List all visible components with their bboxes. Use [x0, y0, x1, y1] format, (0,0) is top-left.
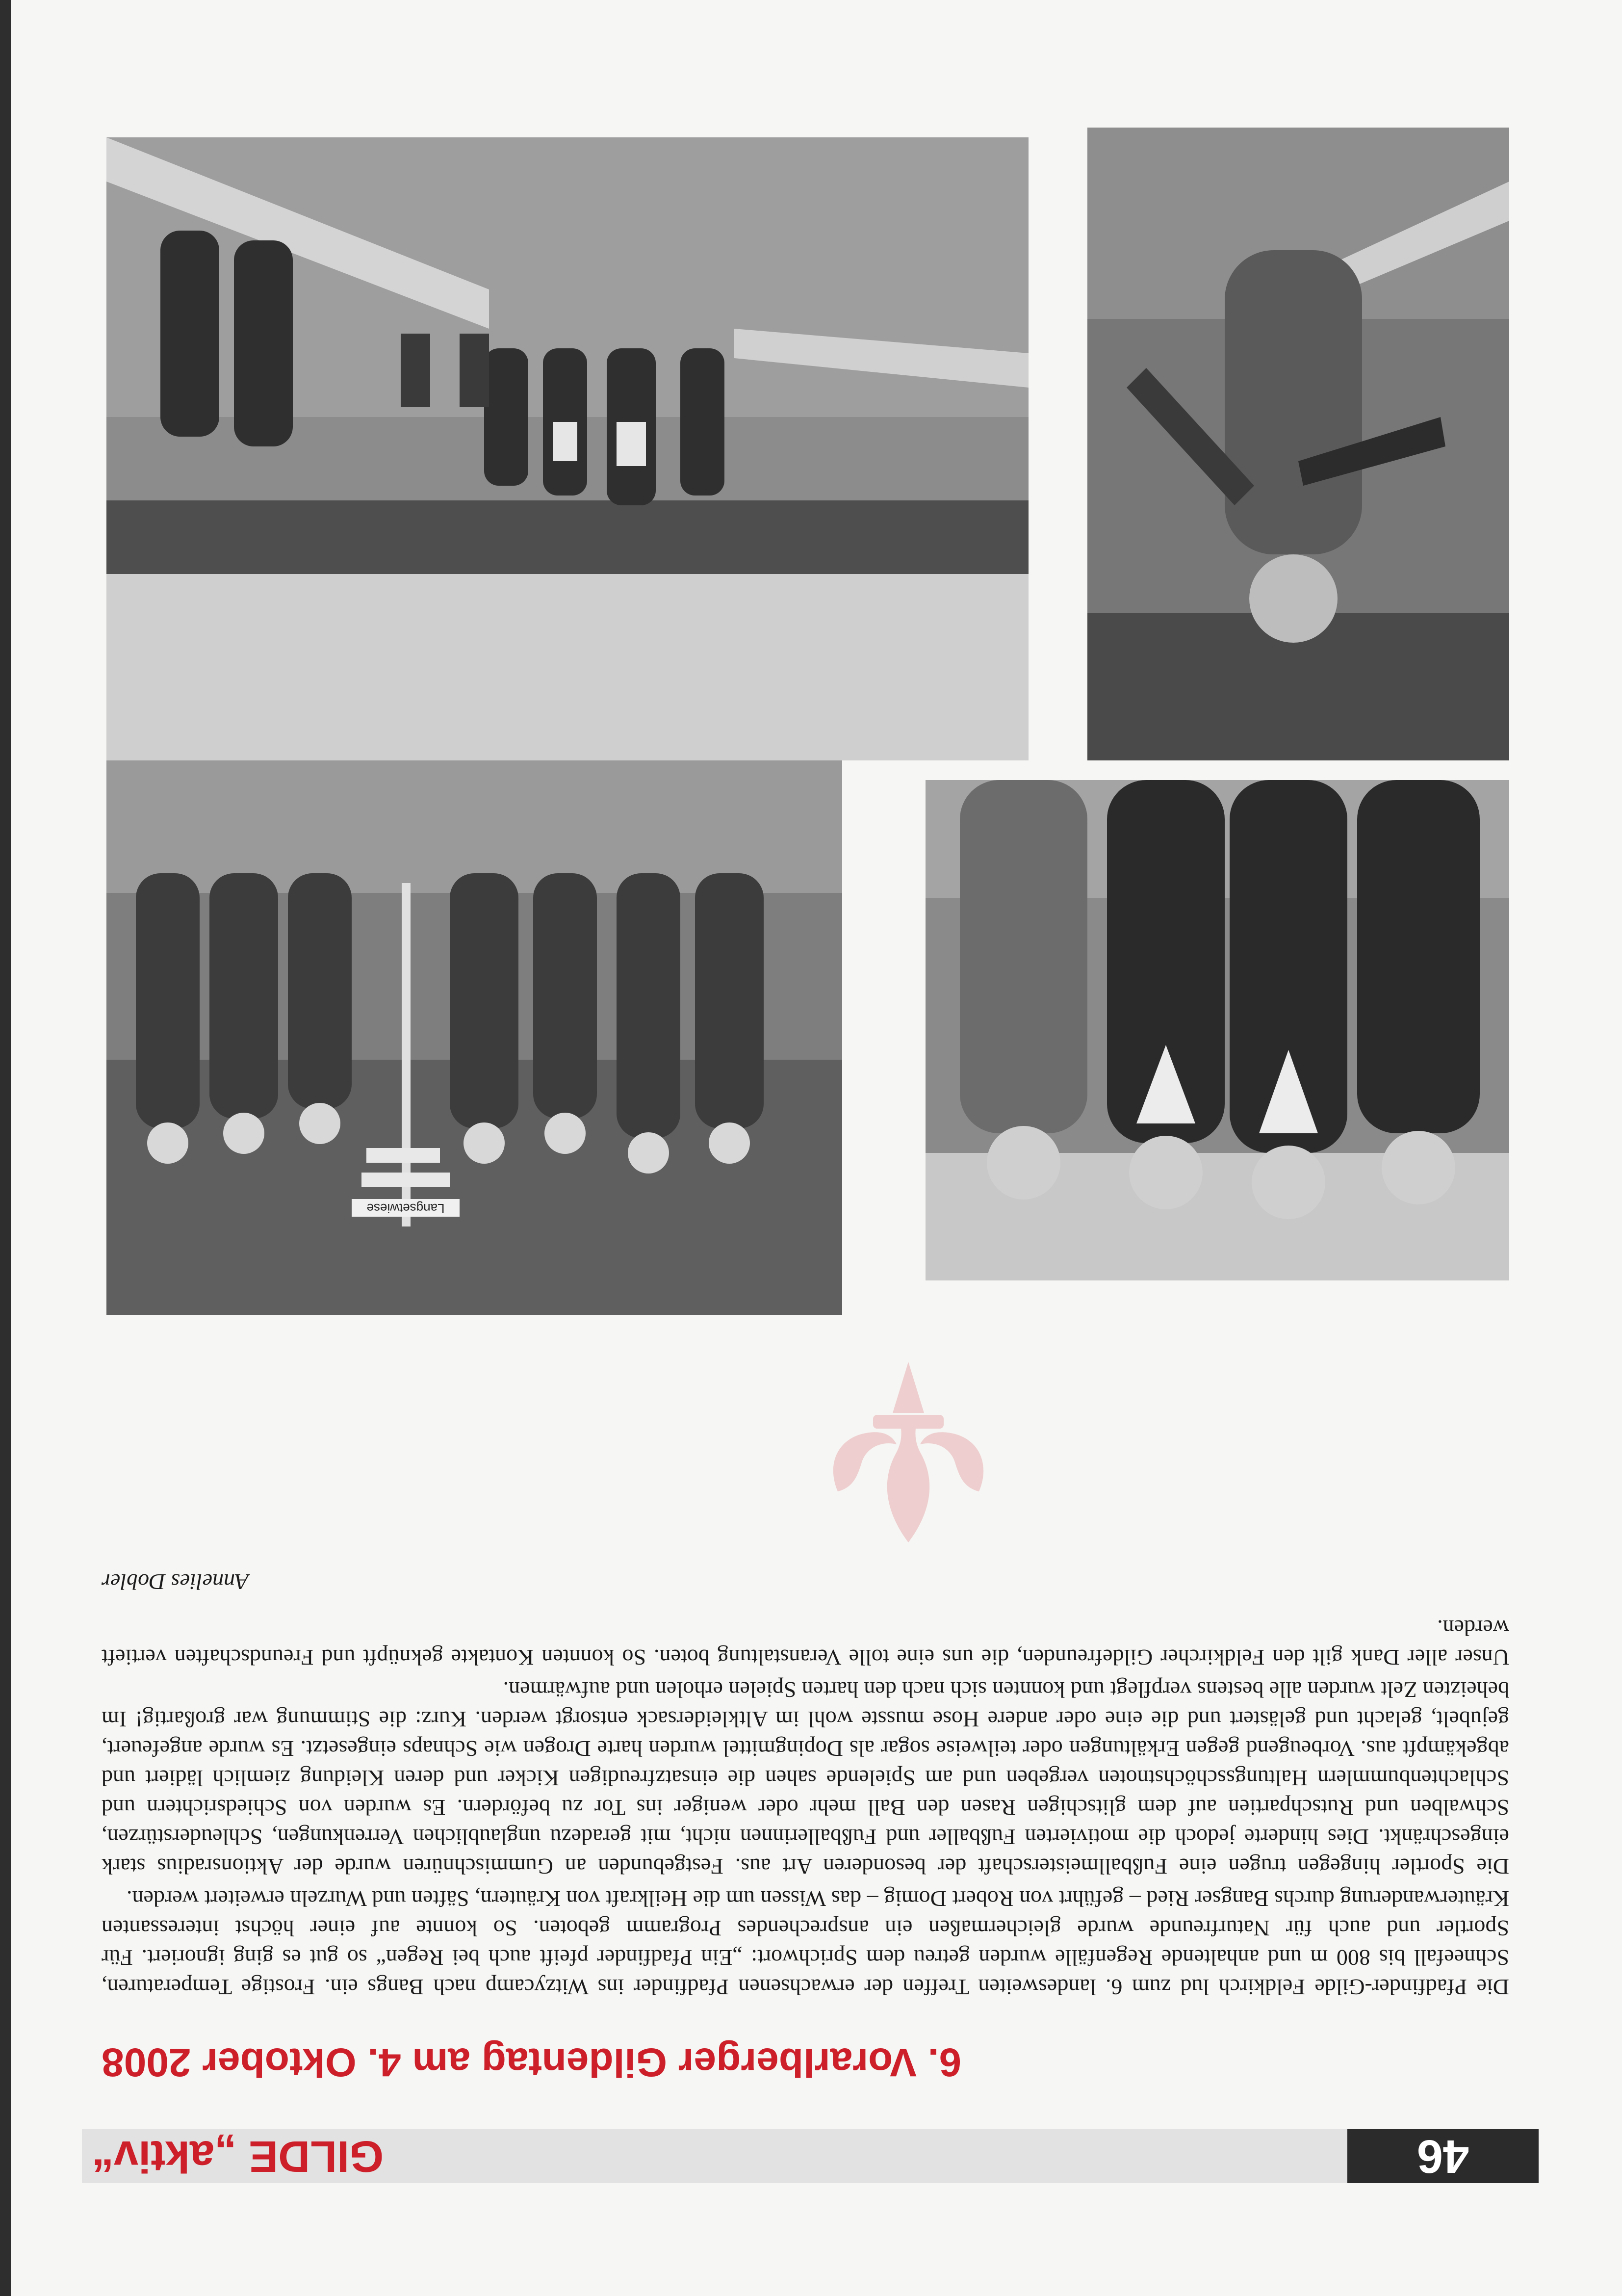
photo-football-elastic-ropes [106, 137, 1029, 760]
page-edge [0, 0, 11, 2296]
paragraph: Unser aller Dank gilt den Feldkircher Gildefreunden, die uns eine tolle Veranstaltung boten. So konnten Kontakte geknüpft und Freundschaften vertieft werden. [102, 1616, 1509, 1670]
signpost-label: Langsetwiese [366, 1201, 445, 1216]
section-title: GILDE „aktiv“ [92, 2132, 384, 2181]
page-number: 46 [1347, 2129, 1539, 2183]
page-header [82, 2129, 1539, 2183]
article-title: 6. Vorarlberger Gildentag am 4. Oktober 2008 [102, 2040, 962, 2085]
paragraph: Die Sportler hingegen trugen eine Fußballmeisterschaft der besonderen Art aus. Festgebunden an Gummischnüren wurde der Aktionsradius stark eingeschränkt. Dies hinderte jedoch die motivierten Fußballer und Fußballerinnen nicht, mit geradezu unglaublichen Verrenkungen, Schleuderstürzen, Schwalben und Rutschpartien auf dem glitschigen Rasen den Ball mehr oder weniger ins Tor zu befördern. Es wurden von Schiedsrichtern und Schlachtenbummlern Haltungsschöchstnoten vergeben und am Spielende sahen die einsatzfreudigen Kicker und deren Kleidung ziemlich lädiert und abgekämpft aus. Vorbeugend gegen Erkältungen oder teilweise sogar als Dopingmittel wurden harte Drogen wie Schnaps eingesetzt. Es wurde angefeuert, gejubelt, gelacht und gelästert und die eine oder andere Hose musste wohl im Altkleidersack entsorgt werden. Kurz: die Stimmung war großartig! Im beheizten Zelt wurden alle bestens verpflegt und konnten sich nach den harten Spielen erholen und aufwärmen. [102, 1677, 1509, 1879]
photo-player-on-rope [1087, 128, 1509, 760]
photo-scouts-neckerchiefs [926, 780, 1509, 1280]
scout-lily-watermark-icon [810, 1354, 1006, 1550]
header-bar [82, 2129, 1347, 2183]
photo-group-at-signpost [106, 760, 842, 1315]
author-byline: Annelies Dobler [102, 1569, 249, 1594]
paragraph: Die Pfadfinder-Gilde Feldkirch lud zum 6. landesweiten Treffen der erwachsenen Pfadfinder ins Witzycamp nach Bangs ein. Frostige Temperaturen, Schneefall bis 800 m und anhaltende Regenfälle wurden getreu dem Sprichwort: „Ein Pfadfinder pfeift auch bei Regen“ so gut es ging ignoriert. Für Sportler und auch für Naturfreunde wurde gleichermaßen ein ansprechendes Programm geboten. So konnte auf einer höchst interessanten Kräuterwanderung durchs Bangser Ried – geführt von Robert Domig – das Wissen um die Heilkraft von Kräutern, Säften und Wurzeln erweitert werden. [102, 1886, 1509, 2000]
article-body [102, 1564, 1509, 2002]
